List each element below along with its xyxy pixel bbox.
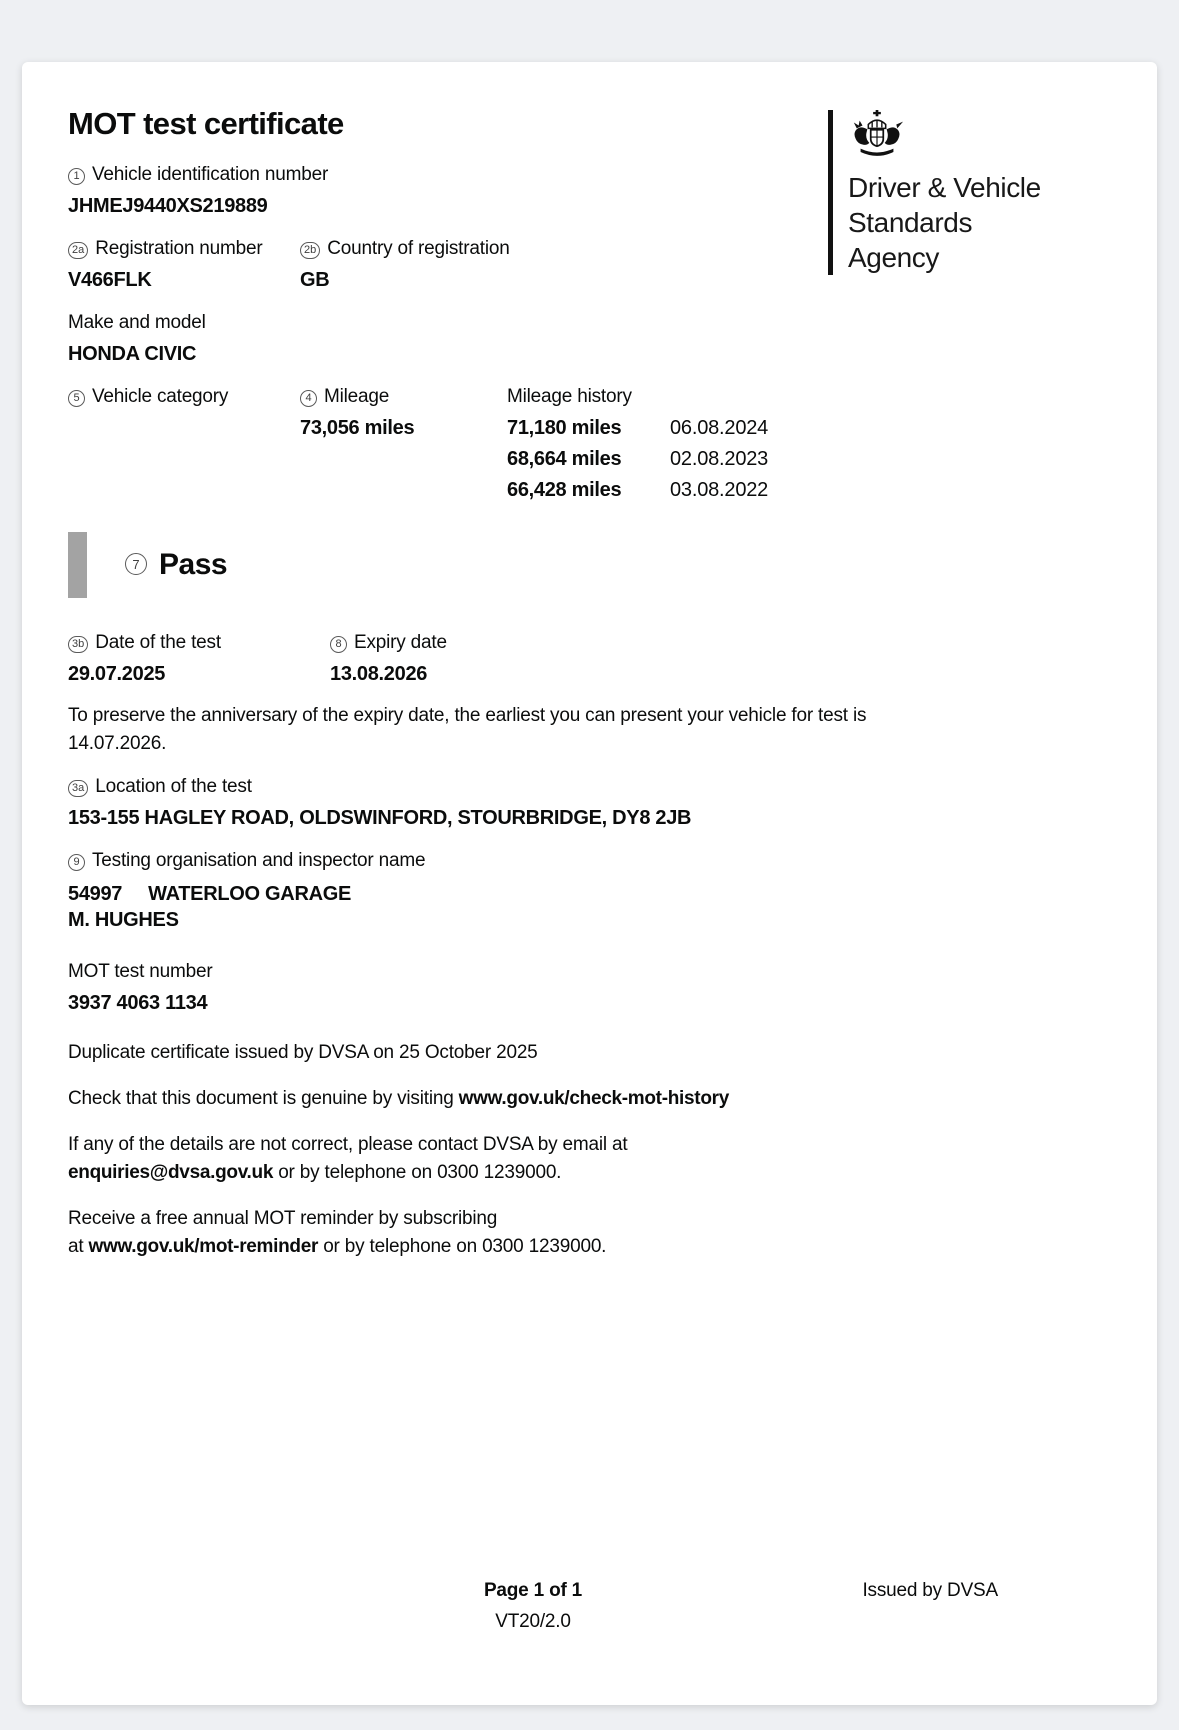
- mot-number-value: 3937 4063 1134: [68, 992, 208, 1014]
- organisation-field: [68, 850, 1111, 933]
- field-number-badge: 3a: [68, 780, 88, 797]
- history-miles: 71,180 miles: [507, 417, 622, 439]
- mot-reminder-link: www.gov.uk/mot-reminder: [88, 1236, 319, 1257]
- organisation-name: WATERLOO GARAGE: [148, 883, 352, 905]
- dates-row: [68, 632, 1111, 686]
- mileage-row: [68, 386, 1111, 502]
- make-model-field: [68, 312, 1111, 366]
- dvsa-logo: [828, 110, 1128, 275]
- field-number-badge: 2a: [68, 242, 88, 259]
- expiry-date-label: Expiry date: [354, 632, 447, 653]
- field-number-badge: 2b: [300, 242, 320, 259]
- contact-note: If any of the details are not correct, please contact DVSA by email at enquiries@dvsa.gov.uk or by telephone on 0300 1239000.: [68, 1134, 628, 1183]
- organisation-label: Testing organisation and inspector name: [92, 850, 426, 871]
- field-number-badge: 8: [330, 636, 347, 653]
- location-field: [68, 776, 1111, 830]
- field-number-badge: 7: [125, 553, 147, 575]
- dvsa-logo-line3: Agency: [848, 242, 939, 273]
- mot-number-field: [68, 961, 1111, 1015]
- field-number-badge: 3b: [68, 636, 88, 653]
- field-number-badge: 4: [300, 390, 317, 407]
- history-date: 06.08.2024: [670, 417, 769, 439]
- dvsa-logo-line2: Standards: [848, 207, 973, 238]
- country-value: GB: [300, 269, 330, 291]
- test-date-field: [68, 632, 330, 686]
- country-field: [300, 238, 510, 292]
- anniversary-note: To preserve the anniversary of the expiry date, the earliest you can present your vehicle for test is 14.07.2026.: [68, 705, 867, 754]
- location-value: 153-155 HAGLEY ROAD, OLDSWINFORD, STOURBRIDGE, DY8 2JB: [68, 807, 692, 829]
- certificate-page: [22, 62, 1157, 1705]
- field-number-badge: 9: [68, 854, 85, 871]
- expiry-date-value: 13.08.2026: [330, 663, 428, 685]
- result-bar: [68, 532, 87, 598]
- mileage-history-table: [507, 417, 768, 502]
- duplicate-note: Duplicate certificate issued by DVSA on 25 October 2025: [68, 1042, 538, 1063]
- mileage-field: [300, 386, 507, 502]
- history-date: 03.08.2022: [670, 479, 769, 501]
- organisation-number: 54997: [68, 883, 123, 905]
- history-miles: 66,428 miles: [507, 479, 622, 501]
- dvsa-logo-line1: Driver & Vehicle: [848, 172, 1041, 203]
- vin-value: JHMEJ9440XS219889: [68, 195, 268, 217]
- test-date-value: 29.07.2025: [68, 663, 166, 685]
- mileage-history-label: Mileage history: [507, 386, 632, 407]
- test-date-label: Date of the test: [95, 632, 221, 653]
- registration-field: [68, 238, 300, 292]
- genuine-note: Check that this document is genuine by visiting www.gov.uk/check-mot-history: [68, 1088, 729, 1109]
- location-label: Location of the test: [95, 776, 252, 797]
- page-title: MOT test certificate: [68, 106, 344, 141]
- result-value: Pass: [159, 548, 228, 581]
- registration-label: Registration number: [95, 238, 263, 259]
- mileage-value: 73,056 miles: [300, 417, 415, 439]
- mileage-label: Mileage: [324, 386, 390, 407]
- registration-value: V466FLK: [68, 269, 152, 291]
- royal-crest-icon: [848, 110, 906, 166]
- field-number-badge: 1: [68, 168, 85, 185]
- mot-number-label: MOT test number: [68, 961, 213, 982]
- page-indicator: Page 1 of 1: [483, 1580, 583, 1601]
- issued-by: Issued by DVSA: [862, 1580, 998, 1601]
- country-label: Country of registration: [327, 238, 510, 259]
- history-miles: 68,664 miles: [507, 448, 622, 470]
- dvsa-email: enquiries@dvsa.gov.uk: [68, 1162, 274, 1183]
- history-date: 02.08.2023: [670, 448, 769, 470]
- mileage-history-field: [507, 386, 768, 502]
- check-mot-history-link: www.gov.uk/check-mot-history: [458, 1088, 729, 1109]
- test-result-banner: [68, 532, 1111, 598]
- vehicle-category-field: [68, 386, 300, 502]
- field-number-badge: 5: [68, 390, 85, 407]
- inspector-name: M. HUGHES: [68, 909, 179, 931]
- make-model-value: HONDA CIVIC: [68, 343, 197, 365]
- form-version: VT20/2.0: [495, 1611, 571, 1632]
- reminder-note: Receive a free annual MOT reminder by subscribing at www.gov.uk/mot-reminder or by telephone on 0300 1239000.: [68, 1208, 607, 1257]
- expiry-date-field: [330, 632, 447, 686]
- make-model-label: Make and model: [68, 312, 206, 333]
- vehicle-category-label: Vehicle category: [92, 386, 229, 407]
- vin-label: Vehicle identification number: [92, 164, 329, 185]
